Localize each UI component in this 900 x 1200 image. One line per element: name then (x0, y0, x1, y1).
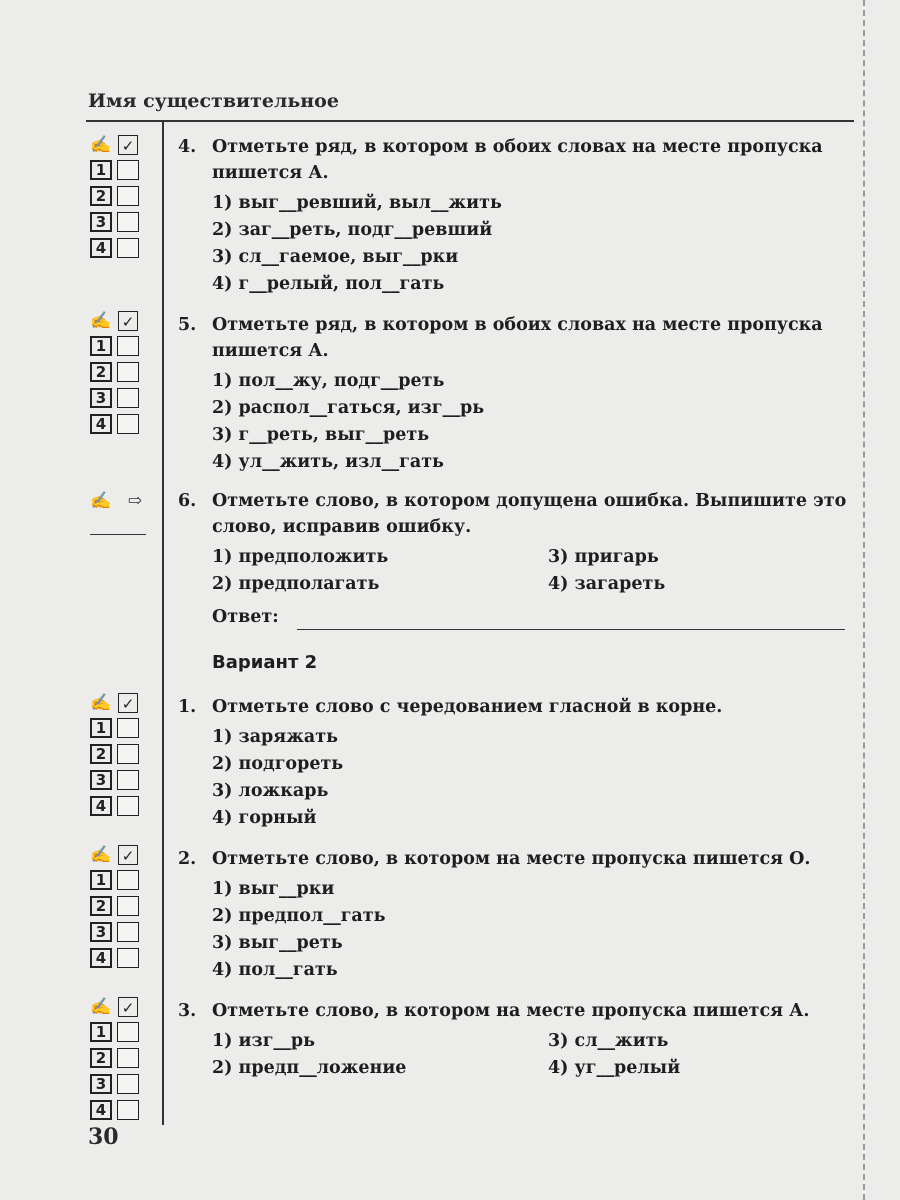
option: 4) загареть (548, 574, 666, 594)
answer-checkbox[interactable] (117, 770, 139, 790)
checkmark-icon: ✓ (118, 311, 138, 331)
pencil-icon: ✍ (90, 491, 112, 511)
answer-checkbox[interactable] (117, 362, 139, 382)
question-number: 2. (178, 849, 197, 869)
answer-checkbox[interactable] (117, 212, 139, 232)
arrow-right-icon: ⇨ (127, 491, 143, 511)
checkmark-icon: ✓ (118, 997, 138, 1017)
question-v2-3 (178, 998, 858, 1082)
grid-number: 2 (90, 896, 112, 916)
option: 3) выг__реть (212, 933, 343, 953)
question-v2-2 (178, 846, 858, 984)
answer-checkbox[interactable] (117, 186, 139, 206)
answer-checkbox[interactable] (117, 1022, 139, 1042)
grid-number: 1 (90, 870, 112, 890)
variant-heading: Вариант 2 (212, 652, 318, 673)
question-number: 4. (178, 137, 197, 157)
answer-checkbox[interactable] (117, 718, 139, 738)
answer-grid-v2q3 (88, 996, 139, 1122)
grid-number: 4 (90, 238, 112, 258)
pencil-icon: ✍ (90, 845, 112, 865)
option: 3) сл__гаемое, выг__рки (212, 247, 459, 267)
question-text: Отметьте слово с чередованием гласной в корне. (212, 697, 723, 717)
grid-number: 4 (90, 948, 112, 968)
page-number: 30 (88, 1124, 119, 1150)
grid-number: 1 (90, 1022, 112, 1042)
answer-grid-q5 (88, 310, 139, 436)
margin-answer-line (90, 534, 146, 535)
option: 4) ул__жить, изл__гать (212, 452, 444, 472)
pencil-icon: ✍ (90, 693, 112, 713)
answer-checkbox[interactable] (117, 414, 139, 434)
answer-checkbox[interactable] (117, 922, 139, 942)
pencil-icon: ✍ (90, 311, 112, 331)
question-4 (178, 134, 858, 298)
question-5 (178, 312, 858, 476)
grid-number: 2 (90, 362, 112, 382)
answer-checkbox[interactable] (117, 160, 139, 180)
option: 3) г__реть, выг__реть (212, 425, 430, 445)
answer-checkbox[interactable] (117, 896, 139, 916)
grid-number: 4 (90, 414, 112, 434)
answer-label: Ответ: (212, 607, 279, 627)
header-divider (86, 120, 854, 122)
grid-number: 4 (90, 796, 112, 816)
write-answer-marker (88, 490, 150, 512)
option: 1) изг__рь (212, 1031, 316, 1051)
option: 2) заг__реть, подг__ревший (212, 220, 493, 240)
option: 1) предположить (212, 547, 389, 567)
grid-number: 3 (90, 388, 112, 408)
option: 3) ложкарь (212, 781, 329, 801)
option: 1) выг__рки (212, 879, 335, 899)
question-text: Отметьте ряд, в котором в обоих словах на месте пропуска пишется А. (212, 137, 823, 183)
option: 4) горный (212, 808, 317, 828)
grid-number: 1 (90, 718, 112, 738)
answer-checkbox[interactable] (117, 388, 139, 408)
grid-number: 2 (90, 744, 112, 764)
answer-checkbox[interactable] (117, 948, 139, 968)
option: 4) г__релый, пол__гать (212, 274, 445, 294)
answer-checkbox[interactable] (117, 1074, 139, 1094)
answer-checkbox[interactable] (117, 796, 139, 816)
answer-grid-v2q2 (88, 844, 139, 970)
grid-number: 3 (90, 922, 112, 942)
grid-number: 1 (90, 160, 112, 180)
answer-input-line[interactable] (297, 611, 845, 630)
grid-number: 3 (90, 212, 112, 232)
question-text: Отметьте слово, в котором на месте пропуска пишется О. (212, 849, 811, 869)
question-text: Отметьте слово, в котором на месте пропуска пишется А. (212, 1001, 810, 1021)
cut-line (863, 0, 865, 1200)
checkmark-icon: ✓ (118, 135, 138, 155)
answer-grid-v2q1 (88, 692, 139, 818)
checkmark-icon: ✓ (118, 693, 138, 713)
answer-checkbox[interactable] (117, 336, 139, 356)
option: 2) предполагать (212, 574, 380, 594)
pencil-icon: ✍ (90, 135, 112, 155)
page-header-title: Имя существительное (88, 90, 339, 112)
option: 1) заряжать (212, 727, 338, 747)
option: 2) предп__ложение (212, 1058, 407, 1078)
answer-checkbox[interactable] (117, 744, 139, 764)
checkmark-icon: ✓ (118, 845, 138, 865)
option: 4) уг__релый (548, 1058, 681, 1078)
grid-number: 2 (90, 186, 112, 206)
margin-divider (162, 122, 164, 1125)
question-number: 6. (178, 491, 197, 511)
question-v2-1 (178, 694, 858, 832)
option: 1) пол__жу, подг__реть (212, 371, 445, 391)
question-number: 1. (178, 697, 197, 717)
question-number: 5. (178, 315, 197, 335)
question-text: Отметьте ряд, в котором в обоих словах на месте пропуска пишется А. (212, 315, 823, 361)
grid-number: 2 (90, 1048, 112, 1068)
question-6 (178, 488, 858, 630)
question-number: 3. (178, 1001, 197, 1021)
answer-checkbox[interactable] (117, 1048, 139, 1068)
option: 2) распол__гаться, изг__рь (212, 398, 485, 418)
grid-number: 1 (90, 336, 112, 356)
answer-grid-q4 (88, 134, 139, 260)
option: 4) пол__гать (212, 960, 338, 980)
answer-checkbox[interactable] (117, 1100, 139, 1120)
answer-checkbox[interactable] (117, 870, 139, 890)
option: 2) предпол__гать (212, 906, 386, 926)
grid-number: 3 (90, 770, 112, 790)
grid-number: 3 (90, 1074, 112, 1094)
option: 3) пригарь (548, 547, 659, 567)
grid-number: 4 (90, 1100, 112, 1120)
option: 3) сл__жить (548, 1031, 669, 1051)
question-text: Отметьте слово, в котором допущена ошибка. Выпишите это слово, исправив ошибку. (212, 491, 847, 537)
pencil-icon: ✍ (90, 997, 112, 1017)
option: 2) подгореть (212, 754, 344, 774)
answer-checkbox[interactable] (117, 238, 139, 258)
option: 1) выг__ревший, выл__жить (212, 193, 502, 213)
